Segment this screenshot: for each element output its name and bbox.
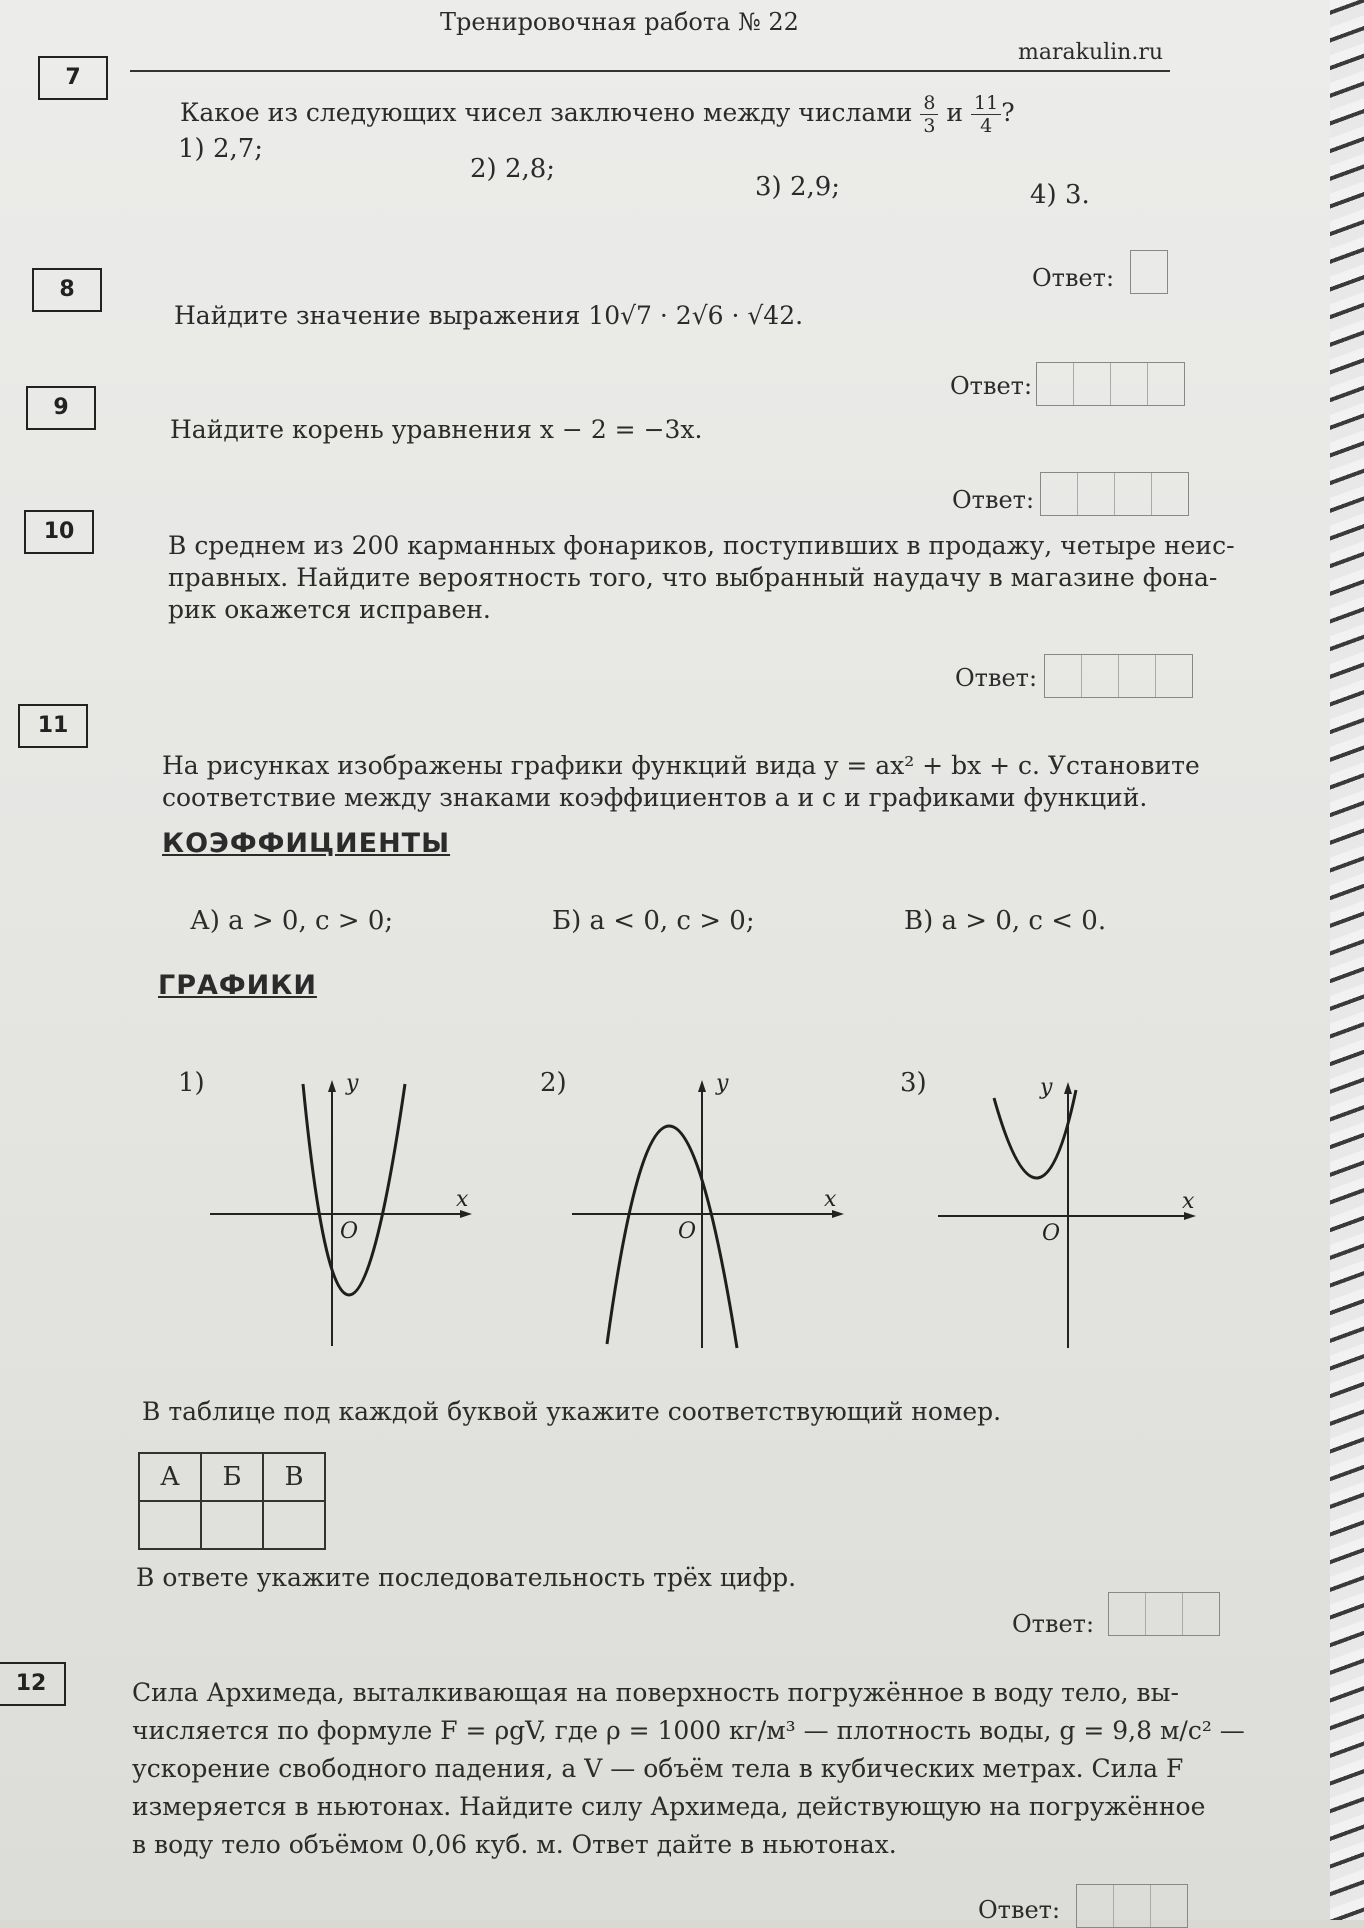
origin-label: O [1042, 1221, 1061, 1246]
origin-label: O [340, 1219, 359, 1244]
answer-label: Ответ: [1012, 1610, 1095, 1638]
answer-field-11[interactable] [1108, 1592, 1220, 1636]
task-10-line-3: рик окажется исправен. [168, 595, 491, 624]
task-11-question [162, 750, 1200, 814]
task-number-9: 9 [26, 386, 96, 430]
task-12-line-4: измеряется в ньютонах. Найдите силу Архимеда, действующую на погружённое [132, 1792, 1206, 1821]
fraction-denominator: 4 [980, 115, 993, 137]
y-axis-label: y [1040, 1075, 1053, 1100]
y-axis-label: y [716, 1071, 729, 1096]
y-axis-arrow [1064, 1082, 1072, 1094]
answer-label: Ответ: [955, 664, 1038, 692]
graph-3 [930, 1066, 1210, 1356]
table-cell-b[interactable] [201, 1501, 263, 1549]
parabola-1 [303, 1084, 405, 1295]
task-number-10: 10 [24, 510, 94, 554]
task-12-line-5: в воду тело объёмом 0,06 куб. м. Ответ дайте в ньютонах. [132, 1830, 897, 1859]
y-axis-label: y [346, 1071, 359, 1096]
task-number-7: 7 [38, 56, 108, 100]
fraction-8-3 [920, 92, 938, 137]
task-11-line-2: соответствие между знаками коэффициентов a и c и графиками функций. [162, 783, 1148, 812]
answer-label: Ответ: [950, 372, 1033, 400]
y-axis-arrow [328, 1080, 336, 1092]
fraction-denominator: 3 [923, 115, 936, 137]
task-number-8: 8 [32, 268, 102, 312]
task-7-conj: и [946, 98, 964, 127]
task-10-question [168, 530, 1235, 626]
task-10-line-2: правных. Найдите вероятность того, что выбранный наудачу в магазине фона- [168, 563, 1218, 592]
parabola-2 [607, 1126, 737, 1348]
graphs-heading: ГРАФИКИ [158, 970, 317, 1001]
table-header-a: А [139, 1453, 201, 1501]
task-11-line-1: На рисунках изображены графики функций вида y = ax² + bx + c. Установите [162, 751, 1200, 780]
task-7-option-2: 2) 2,8; [470, 154, 556, 184]
fraction-11-4 [971, 92, 1001, 137]
table-header-b: Б [201, 1453, 263, 1501]
x-axis-label: x [824, 1187, 837, 1212]
task-number-11: 11 [18, 704, 88, 748]
table-cell-c[interactable] [263, 1501, 325, 1549]
sequence-instruction: В ответе укажите последовательность трёх цифр. [136, 1563, 797, 1592]
task-12-question [132, 1674, 1245, 1864]
graph-1 [200, 1066, 480, 1356]
task-7-option-3: 3) 2,9; [755, 172, 841, 202]
origin-label: O [678, 1219, 697, 1244]
task-12-line-2: числяется по формуле F = ρgV, где ρ = 1000 кг/м³ — плотность воды, g = 9,8 м/с² — [132, 1716, 1245, 1745]
answer-field-9[interactable] [1040, 472, 1189, 516]
answer-label: Ответ: [1032, 264, 1115, 292]
header-rule [130, 70, 1170, 72]
parabola-3 [994, 1090, 1076, 1178]
graph-3-label: 3) [900, 1068, 927, 1098]
task-number-12: 12 [0, 1662, 66, 1706]
fraction-numerator: 11 [971, 92, 1001, 115]
task-7-qmark: ? [1001, 98, 1015, 127]
task-9-question: Найдите корень уравнения x − 2 = −3x. [170, 415, 703, 444]
fraction-numerator: 8 [920, 92, 938, 115]
task-12-line-3: ускорение свободного падения, а V — объём тела в кубических метрах. Сила F [132, 1754, 1184, 1783]
answer-field-12[interactable] [1076, 1884, 1188, 1928]
table-instruction: В таблице под каждой буквой укажите соответствующий номер. [142, 1397, 1002, 1426]
task-7-question [180, 92, 1015, 137]
task-7-option-1: 1) 2,7; [178, 134, 264, 164]
coefficient-option-a: А) a > 0, c > 0; [190, 906, 394, 936]
graph-2 [562, 1066, 852, 1356]
table-cell-a[interactable] [139, 1501, 201, 1549]
graph-2-label: 2) [540, 1068, 567, 1098]
coefficient-option-c: В) a > 0, c < 0. [904, 906, 1107, 936]
answer-label: Ответ: [978, 1896, 1061, 1924]
adjacent-page-edge [1330, 0, 1364, 1920]
table-header-c: В [263, 1453, 325, 1501]
y-axis-arrow [698, 1080, 706, 1092]
task-7-text: Какое из следующих чисел заключено между числами [180, 98, 913, 127]
answer-field-8[interactable] [1036, 362, 1185, 406]
task-7-option-4: 4) 3. [1030, 180, 1090, 210]
task-12-line-1: Сила Архимеда, выталкивающая на поверхность погружённое в воду тело, вы- [132, 1678, 1179, 1707]
coefficients-heading: КОЭФФИЦИЕНТЫ [162, 828, 451, 859]
task-10-line-1: В среднем из 200 карманных фонариков, поступивших в продажу, четыре неис- [168, 531, 1235, 560]
task-8-question: Найдите значение выражения 10√7 · 2√6 · √42. [174, 301, 804, 330]
header-title: Тренировочная работа № 22 [440, 8, 799, 36]
answer-table [138, 1452, 326, 1550]
graph-1-label: 1) [178, 1068, 205, 1098]
answer-field-10[interactable] [1044, 654, 1193, 698]
coefficient-option-b: Б) a < 0, c > 0; [552, 906, 755, 936]
x-axis-label: x [456, 1187, 469, 1212]
x-axis-label: x [1182, 1189, 1195, 1214]
answer-field-7[interactable] [1130, 250, 1168, 294]
header-site: marakulin.ru [1018, 40, 1164, 65]
answer-label: Ответ: [952, 486, 1035, 514]
